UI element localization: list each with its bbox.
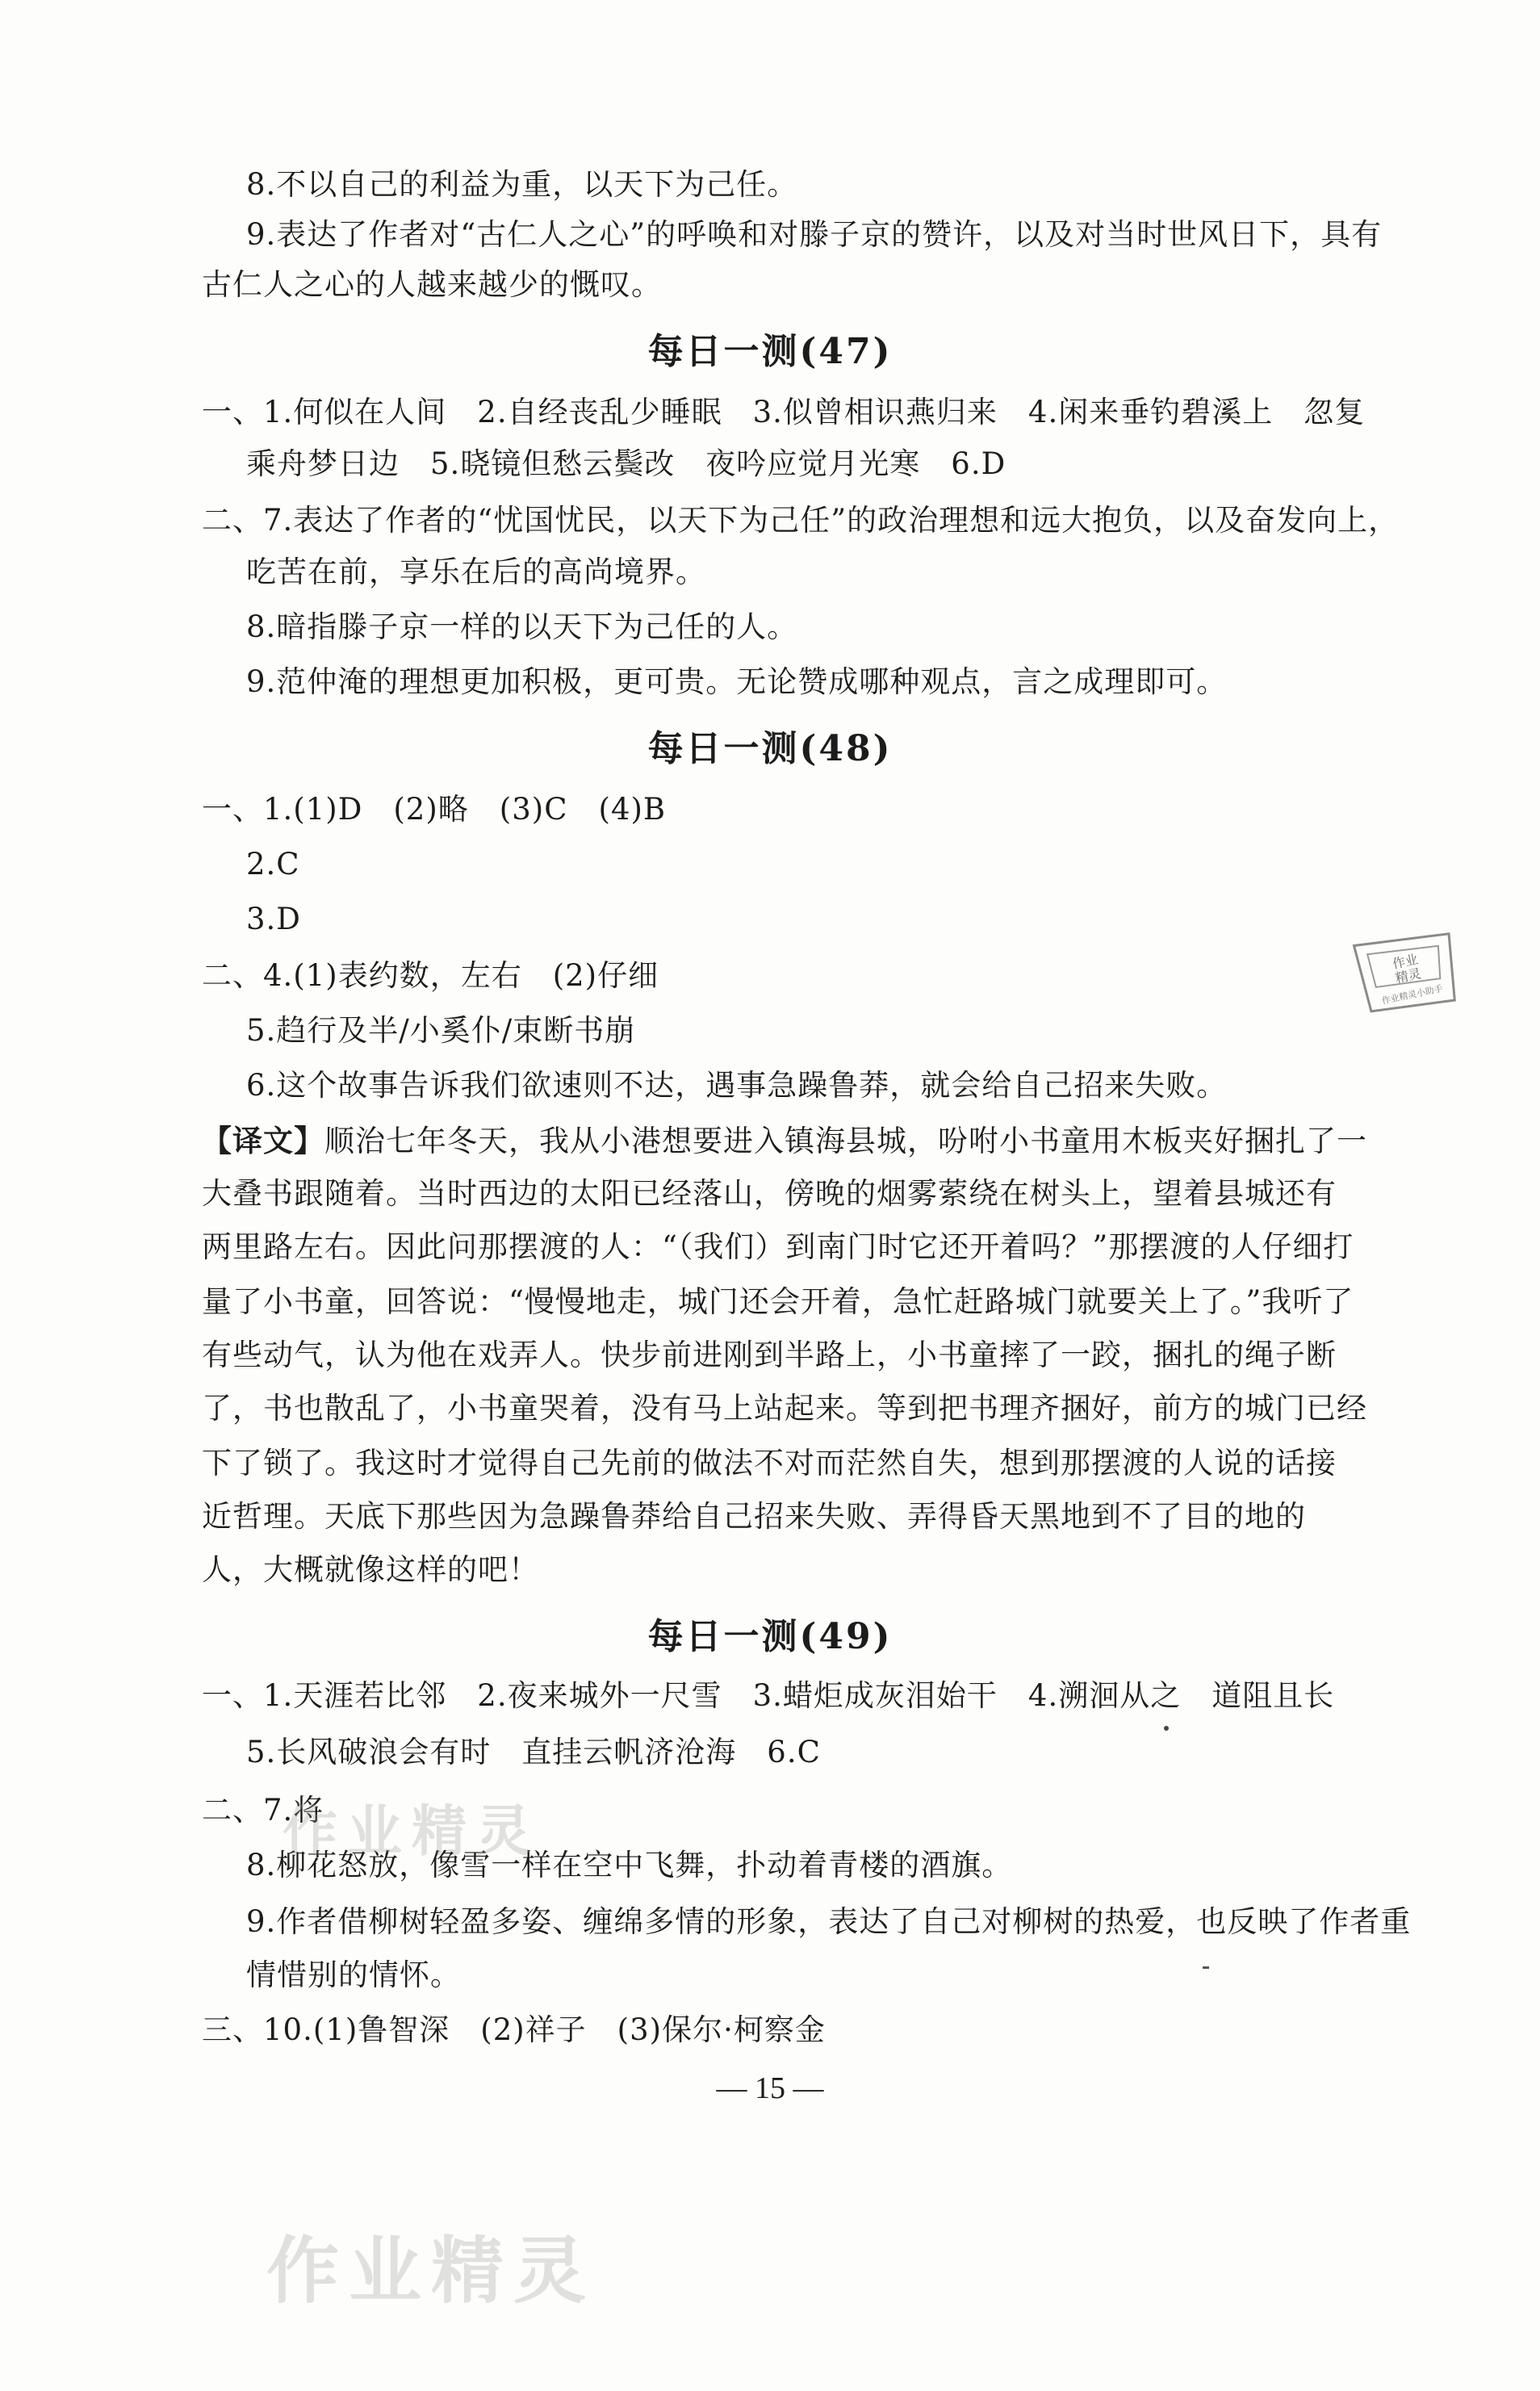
watermark: 作业精灵 xyxy=(282,1800,542,1864)
stamp-line3: 作业精灵小助手 xyxy=(1380,982,1444,1007)
translation-line: 人，大概就像这样的吧！ xyxy=(202,1552,539,1587)
answer-line: 三、10.(1)鲁智深 (2)祥子 (3)保尔·柯察金 xyxy=(202,2012,826,2047)
watermark: 作业精灵 xyxy=(266,2229,596,2314)
answer-line: 8.暗指滕子京一样的以天下为己任的人。 xyxy=(246,609,798,644)
answer-line: 8.柳花怒放，像雪一样在空中飞舞，扑动着青楼的酒旗。 xyxy=(246,1848,1013,1882)
translation-line: 量了小书童，回答说：“慢慢地走，城门还会开着，急忙赶路城门就要关上了。”我听了 xyxy=(202,1284,1354,1319)
section-heading-47: 每日一测(47) xyxy=(647,331,893,372)
answer-line: 2.C xyxy=(246,847,300,881)
answer-line: 吃苦在前，享乐在后的高尚境界。 xyxy=(246,555,706,589)
section-heading-48: 每日一测(48) xyxy=(647,728,893,769)
speck xyxy=(1164,1726,1169,1731)
stamp-logo xyxy=(1345,918,1474,1028)
stamp-line1: 作业 xyxy=(1391,951,1420,972)
answer-line: 情惜别的情怀。 xyxy=(246,1958,461,1992)
translation-line: 大叠书跟随着。当时西边的太阳已经落山，傍晚的烟雾萦绕在树头上，望着县城还有 xyxy=(202,1176,1337,1211)
translation-line: 有些动气，认为他在戏弄人。快步前进刚到半路上，小书童摔了一跤，捆扎的绳子断 xyxy=(202,1338,1337,1372)
answer-line: 5.趋行及半/小奚仆/束断书崩 xyxy=(246,1013,636,1048)
answer-line: 一、1.天涯若比邻 2.夜来城外一尺雪 3.蜡炬成灰泪始干 4.溯洄从之 道阻且长 xyxy=(202,1678,1335,1713)
answer-line: 乘舟梦日边 5.晓镜但愁云鬓改 夜吟应觉月光寒 6.D xyxy=(246,446,1006,481)
answer-line: 9.表达了作者对“古仁人之心”的呼唤和对滕子京的赞许，以及对当时世风日下，具有 xyxy=(246,217,1383,252)
translation-line: 近哲理。天底下那些因为急躁鲁莽给自己招来失败、弄得昏天黑地到不了目的地的 xyxy=(202,1499,1306,1534)
translation-line: 了，书也散乱了，小书童哭着，没有马上站起来。等到把书理齐捆好，前方的城门已经 xyxy=(202,1391,1367,1426)
answer-line: 5.长风破浪会有时 直挂云帆济沧海 6.C xyxy=(246,1735,821,1769)
answer-line: 6.这个故事告诉我们欲速则不达，遇事急躁鲁莽，就会给自己招来失败。 xyxy=(246,1068,1228,1103)
answer-line: 二、7.表达了作者的“忧国忧民，以天下为己任”的政治理想和远大抱负，以及奋发向上， xyxy=(202,503,1400,538)
section-heading-49: 每日一测(49) xyxy=(647,1616,893,1657)
stamp-icon xyxy=(1345,918,1474,1028)
answer-line: 8.不以自己的利益为重，以天下为己任。 xyxy=(246,167,798,202)
answer-line: 9.范仲淹的理想更加积极，更可贵。无论赞成哪种观点，言之成理即可。 xyxy=(246,664,1228,699)
answer-line: 二、4.(1)表约数，左右 (2)仔细 xyxy=(202,958,659,993)
page-number: — 15 — xyxy=(716,2071,824,2105)
translation-line: 【译文】顺治七年冬天，我从小港想要进入镇海县城，吩咐小书童用木板夹好捆扎了一 xyxy=(202,1123,1367,1158)
translation-label: 【译文】 xyxy=(202,1123,324,1158)
answer-line: 古仁人之心的人越来越少的慨叹。 xyxy=(202,267,662,302)
answer-line: 一、1.(1)D (2)略 (3)C (4)B xyxy=(202,792,667,827)
speck xyxy=(1203,1966,1209,1969)
translation-line: 下了锁了。我这时才觉得自己先前的做法不对而茫然自失，想到那摆渡的人说的话接 xyxy=(202,1446,1337,1480)
translation-line: 两里路左右。因此问那摆渡的人：“（我们）到南门时它还开着吗？”那摆渡的人仔细打 xyxy=(202,1229,1354,1264)
answer-line: 二、7.将 xyxy=(202,1793,324,1828)
answer-line: 一、1.何似在人间 2.自经丧乱少睡眠 3.似曾相识燕归来 4.闲来垂钓碧溪上 忽复 xyxy=(202,395,1366,429)
stamp-line2: 精灵 xyxy=(1394,965,1423,986)
answer-line: 9.作者借柳树轻盈多姿、缠绵多情的形象，表达了自己对柳树的热爱，也反映了作者重 xyxy=(246,1904,1412,1939)
answer-line: 3.D xyxy=(246,902,301,936)
